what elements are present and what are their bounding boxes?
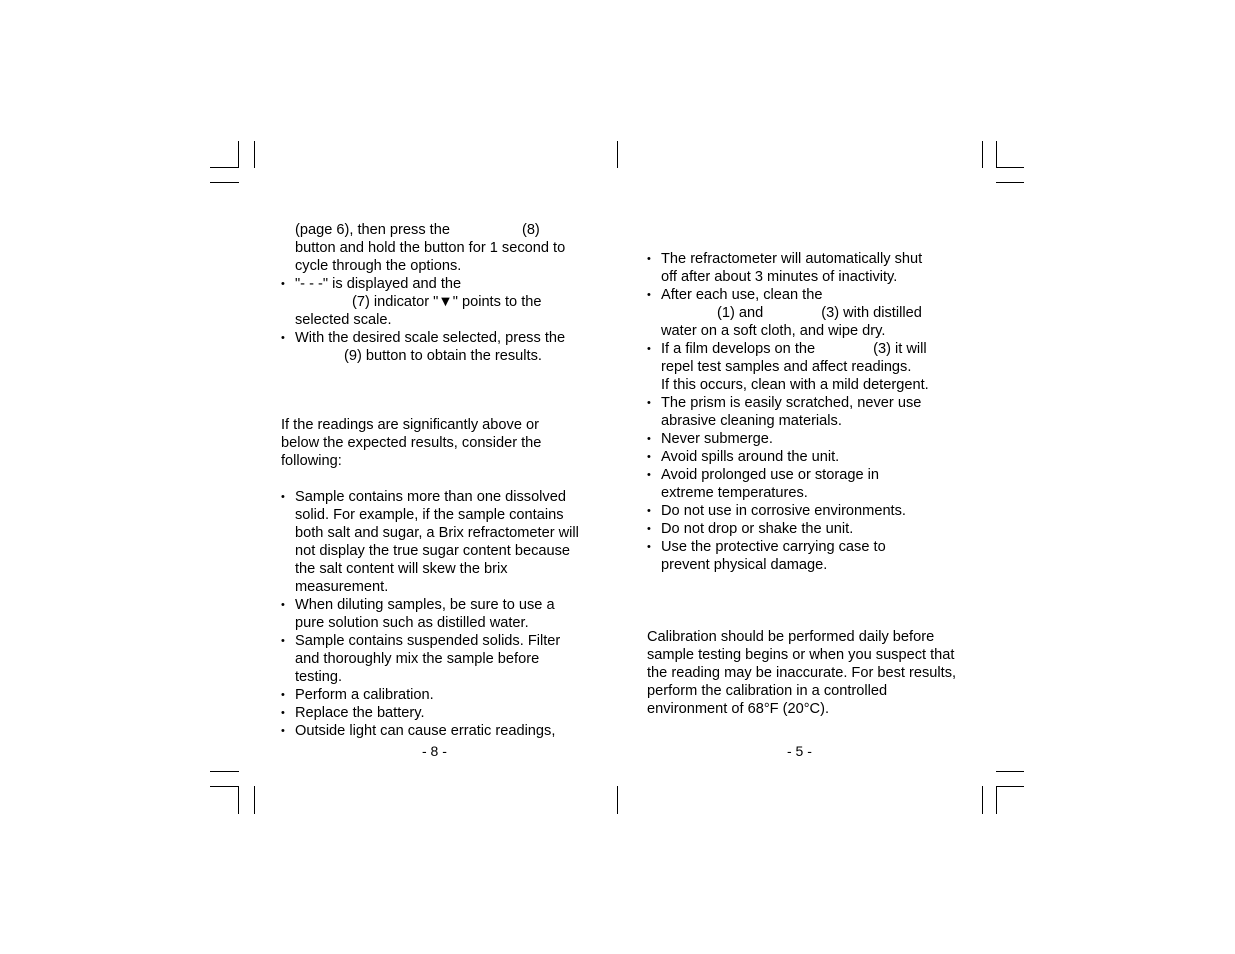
list-item: • Avoid prolonged use or storage in extreme temperatures.: [647, 466, 967, 502]
crop-mark: [210, 786, 239, 787]
crop-mark: [996, 167, 1024, 168]
list-item: • Never submerge.: [647, 430, 967, 448]
crop-mark: [617, 141, 618, 168]
crop-mark: [210, 771, 239, 772]
crop-mark: [210, 182, 239, 183]
list-item: • The prism is easily scratched, never use abrasive cleaning materials.: [647, 394, 967, 430]
list-item: • After each use, clean the (1) and (3) with distilled water on a soft cloth, and wipe dry.: [647, 286, 967, 340]
crop-mark: [996, 771, 1024, 772]
list-item: • Use the protective carrying case to prevent physical damage.: [647, 538, 967, 574]
crop-mark: [996, 141, 997, 168]
crop-mark: [982, 786, 983, 814]
crop-mark: [210, 167, 239, 168]
intro-paragraph: [281, 221, 601, 275]
crop-mark: [982, 141, 983, 168]
page-number: - 8 -: [422, 743, 447, 759]
intro-line: cycle through the options.: [295, 258, 462, 274]
left-page: [281, 221, 601, 740]
crop-mark: [996, 182, 1024, 183]
care-list: [647, 250, 967, 574]
crop-mark: [238, 786, 239, 814]
list-item: • The refractometer will automatically shut off after about 3 minutes of inactivity.: [647, 250, 967, 286]
list-item: • Sample contains more than one dissolved solid. For example, if the sample contains both salt and sugar, a Brix refractometer will not display the true sugar content because the salt content will skew the brix measurement.: [281, 488, 587, 596]
list-item: • Perform a calibration.: [281, 686, 591, 704]
list-item: • Avoid spills around the unit.: [647, 448, 967, 466]
troubleshoot-list: [281, 488, 591, 740]
list-item: • Do not drop or shake the unit.: [647, 520, 967, 538]
troubleshoot-intro: If the readings are significantly above or below the expected results, consider the following:: [281, 417, 542, 469]
list-item: • Replace the battery.: [281, 704, 591, 722]
crop-mark: [617, 786, 618, 814]
list-item: • When diluting samples, be sure to use a pure solution such as distilled water.: [281, 596, 583, 632]
list-item: • Do not use in corrosive environments.: [647, 502, 967, 520]
page-number: - 5 -: [787, 743, 812, 759]
intro-line: button and hold the button for 1 second to: [295, 240, 566, 256]
calibration-paragraph: Calibration should be performed daily before sample testing begins or when you suspect that the reading may be inaccurate. For best results, perform the calibration in a controlled environment of 68°F (20°C).: [647, 629, 957, 717]
crop-mark: [238, 141, 239, 168]
list-item: • "- - -" is displayed and the (7) indicator "▼" points to the selected scale.: [281, 275, 601, 329]
list-item: • Sample contains suspended solids. Filter and thoroughly mix the sample before testing.: [281, 632, 587, 686]
intro-line: (8): [521, 222, 540, 238]
intro-line: (page 6), then press the: [295, 222, 450, 238]
crop-mark: [254, 141, 255, 168]
crop-mark: [996, 786, 997, 814]
list-item: • If a film develops on the (3) it will repel test samples and affect readings. If this occurs, clean with a mild detergent.: [647, 340, 967, 394]
steps-list: [281, 275, 601, 365]
crop-mark: [254, 786, 255, 814]
crop-mark: [996, 786, 1024, 787]
right-page: [647, 250, 967, 718]
list-item: • Outside light can cause erratic readings,: [281, 722, 591, 740]
list-item: • With the desired scale selected, press the (9) button to obtain the results.: [281, 329, 601, 365]
